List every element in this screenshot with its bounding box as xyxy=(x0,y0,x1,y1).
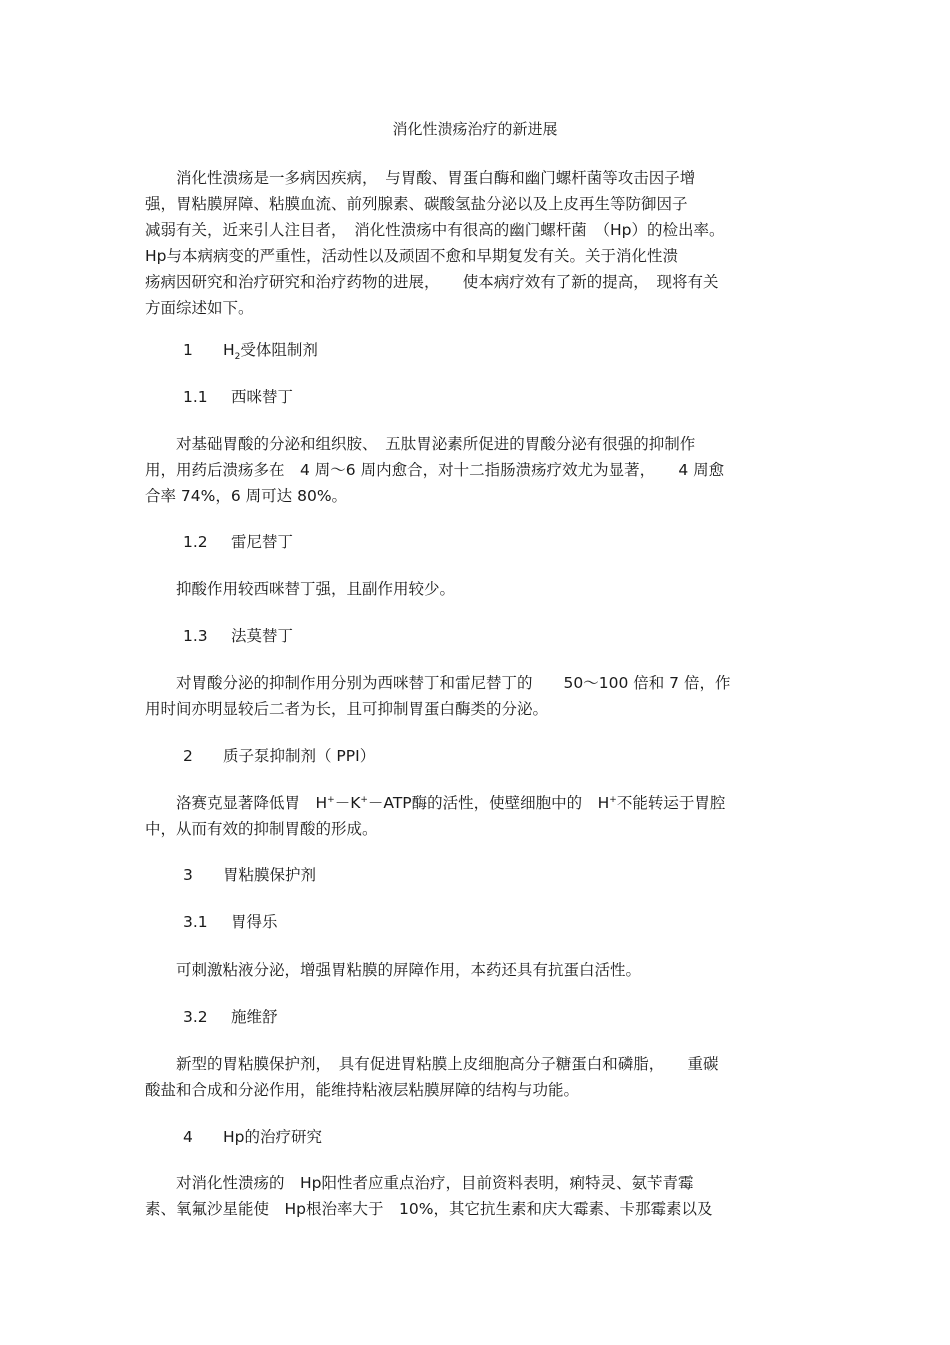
document-title: 消化性溃疡治疗的新进展 xyxy=(392,120,558,138)
section-heading-4 xyxy=(183,1124,322,1150)
text-line: 强，胃粘膜屏障、粘膜血流、前列腺素、碳酸氢盐分泌以及上皮再生等防御因子 xyxy=(145,195,688,213)
section-number: 1.3 xyxy=(183,627,208,645)
paragraph-3-2 xyxy=(145,1051,810,1103)
text-segment: －K xyxy=(334,794,361,812)
section-heading-1-1 xyxy=(183,384,293,410)
superscript-plus: + xyxy=(327,794,335,805)
section-number: 3 xyxy=(183,866,193,884)
section-number: 2 xyxy=(183,747,193,765)
section-label: 雷尼替丁 xyxy=(231,533,294,551)
section-heading-2 xyxy=(183,743,375,769)
text-line: Hp与本病病变的严重性，活动性以及顽固不愈和早期复发有关。关于消化性溃 xyxy=(145,247,678,265)
text-line: 对基础胃酸的分泌和组织胺、 五肽胃泌素所促进的胃酸分泌有很强的抑制作 xyxy=(145,435,696,453)
paragraph-1-2 xyxy=(145,576,810,602)
paragraph-3-1 xyxy=(145,957,810,983)
paragraph-1-1 xyxy=(145,431,810,509)
paragraph-4 xyxy=(145,1170,810,1222)
text-line: 合率 74%，6 周可达 80%。 xyxy=(145,487,348,505)
section-number: 3.1 xyxy=(183,913,208,931)
text-line: 新型的胃粘膜保护剂， 具有促进胃粘膜上皮细胞高分子糖蛋白和磷脂， 重碳 xyxy=(145,1055,719,1073)
text-segment: －ATP酶的活性，使壁细胞中的 H xyxy=(367,794,610,812)
section-heading-1-2 xyxy=(183,529,293,555)
paragraph-1-3 xyxy=(145,670,810,722)
text-line: 疡病因研究和治疗研究和治疗药物的进展， 使本病疗效有了新的提高， 现将有关 xyxy=(145,273,719,291)
text-line: 用时间亦明显较后二者为长，且可抑制胃蛋白酶类的分泌。 xyxy=(145,700,549,718)
section-label: 胃得乐 xyxy=(231,913,278,931)
section-number: 1.2 xyxy=(183,533,208,551)
text-line xyxy=(145,790,810,816)
section-heading-3 xyxy=(183,862,316,888)
text-line: 酸盐和合成和分泌作用，能维持粘液层粘膜屏障的结构与功能。 xyxy=(145,1081,580,1099)
text-line: 对胃酸分泌的抑制作用分别为西咪替丁和雷尼替丁的 50～100 倍和 7 倍，作 xyxy=(145,674,731,692)
text-line: 用，用药后溃疡多在 4 周～6 周内愈合，对十二指肠溃疡疗效尤为显著， 4 周愈 xyxy=(145,461,725,479)
text-line: 可刺激粘液分泌，增强胃粘膜的屏障作用，本药还具有抗蛋白活性。 xyxy=(145,961,642,979)
text-segment: 不能转运于胃腔 xyxy=(616,794,726,812)
section-label: 法莫替丁 xyxy=(231,627,294,645)
text-line: 抑酸作用较西咪替丁强，且副作用较少。 xyxy=(145,580,456,598)
section-label: 施维舒 xyxy=(231,1008,278,1026)
section-number: 1 xyxy=(183,341,193,359)
superscript-plus: + xyxy=(360,794,368,805)
text-line: 中，从而有效的抑制胃酸的形成。 xyxy=(145,820,378,838)
section-heading-1-3 xyxy=(183,623,293,649)
section-label-prefix: H xyxy=(223,341,235,359)
section-label: Hp的治疗研究 xyxy=(223,1128,322,1146)
text-line: 减弱有关，近来引人注目者， 消化性溃疡中有很高的幽门螺杆菌 （Hp）的检出率。 xyxy=(145,221,725,239)
section-label: 胃粘膜保护剂 xyxy=(223,866,317,884)
text-line: 素、氧氟沙星能使 Hp根治率大于 10%，其它抗生素和庆大霉素、卡那霉素以及 xyxy=(145,1200,713,1218)
section-number: 1.1 xyxy=(183,388,208,406)
paragraph-2 xyxy=(145,790,810,842)
section-heading-3-1 xyxy=(183,909,278,935)
section-label: 受体阻制剂 xyxy=(240,341,318,359)
superscript-plus: + xyxy=(609,794,617,805)
section-label: 质子泵抑制剂（ PPI） xyxy=(223,747,376,765)
text-segment: 洛赛克显著降低胃 H xyxy=(145,794,328,812)
section-label: 西咪替丁 xyxy=(231,388,294,406)
section-number: 4 xyxy=(183,1128,193,1146)
text-line: 消化性溃疡是一多病因疾病， 与胃酸、胃蛋白酶和幽门螺杆菌等攻击因子增 xyxy=(145,169,696,187)
section-number: 3.2 xyxy=(183,1008,208,1026)
section-heading-1 xyxy=(183,337,318,363)
text-line: 方面综述如下。 xyxy=(145,299,254,317)
intro-paragraph xyxy=(145,165,810,321)
section-heading-3-2 xyxy=(183,1004,278,1030)
text-line: 对消化性溃疡的 Hp阳性者应重点治疗，目前资料表明，痢特灵、氨苄青霉 xyxy=(145,1174,694,1192)
section-label-subscript: 2 xyxy=(234,352,241,363)
